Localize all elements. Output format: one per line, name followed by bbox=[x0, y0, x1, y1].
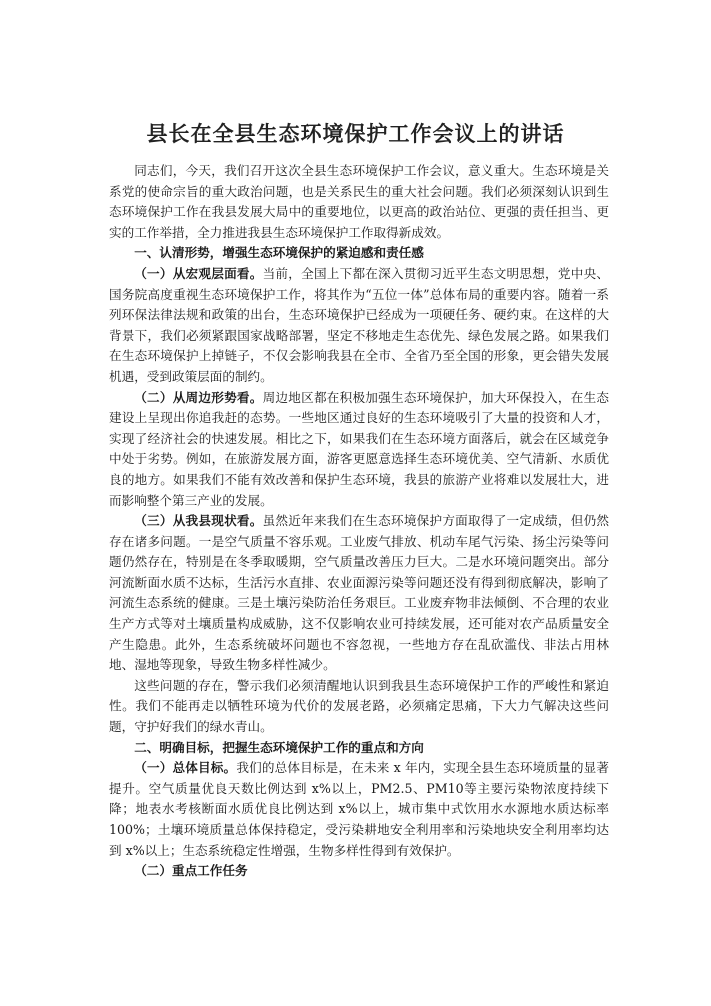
paragraph-lead: （二）从周边形势看。 bbox=[134, 389, 263, 405]
paragraph-surrounding bbox=[109, 388, 609, 512]
paragraph-text: 周边地区都在积极加强生态环境保护，加大环保投入，在生态建设上呈现出你追我赶的态势。一些地区通过良好的生态环境吸引了大量的投资和人才，实现了经济社会的快速发展。相比之下，如果我们在生态环境方面落后，就会在区域竞争中处于劣势。例如，在旅游发展方面，游客更愿意选择生态环境优美、空气清新、水质优良的地方。如果我们不能有效改善和保护生态环境，我县的旅游产业将难以发展壮大，进而影响整个第三产业的发展。 bbox=[109, 389, 610, 508]
section-heading-2: 二、明确目标，把握生态环境保护工作的重点和方向 bbox=[134, 739, 424, 755]
paragraph-text: 虽然近年来我们在生态环境保护方面取得了一定成绩，但仍然存在诸多问题。一是空气质量不容乐观。工业废气排放、机动车尾气污染、扬尘污染等问题仍然存在，特别是在冬季取暖期，空气质量改善压力巨大。二是水环境问题突出。部分河流断面水质不达标，生活污水直排、农业面源污染等问题还没有得到彻底解决，影响了河流生态系统的健康。三是土壤污染防治任务艰巨。工业废弃物非法倾倒、不合理的农业生产方式等对土壤质量构成威胁，这不仅影响农业可持续发展，还可能对农产品质量安全产生隐患。此外，生态系统破坏问题也不容忽视，一些地方存在乱砍滥伐、非法占用林地、湿地等现象，导致生物多样性减少。 bbox=[109, 513, 610, 673]
summary-paragraph: 这些问题的存在，警示我们必须清醒地认识到我县生态环境保护工作的严峻性和紧迫性。我们不能再走以牺牲环境为代价的发展老路，必须痛定思痛，下大力气解决这些问题，守护好我们的绿水青山。 bbox=[109, 677, 609, 735]
intro-paragraph: 同志们，今天，我们召开这次全县生态环境保护工作会议，意义重大。生态环境是关系党的使命宗旨的重大政治问题，也是关系民生的重大社会问题。我们必须深刻认识到生态环境保护工作在我县发展大局中的重要地位，以更高的政治站位、更强的责任担当、更实的工作举措，全力推进我县生态环境保护工作取得新成效。 bbox=[109, 163, 609, 240]
paragraph-lead: （一）从宏观层面看。 bbox=[134, 265, 263, 281]
paragraph-overall-goal bbox=[109, 758, 609, 861]
document-body bbox=[109, 161, 609, 882]
paragraph-macro bbox=[109, 264, 609, 388]
document-title: 县长在全县生态环境保护工作会议上的讲话 bbox=[146, 121, 565, 146]
paragraph-text: 我们的总体目标是，在未来 x 年内，实现全县生态环境质量的显著提升。空气质量优良天数比例达到 x%以上，PM2.5、PM10等主要污染物浓度持续下降；地表水考核断面水质优良比例达到 x%以上，城市集中式饮用水水源地水质达标率 100%；土壤环境质量总体保持稳定，受污染耕地安全利用率和污染地块安全利用率均达到 x%以上；生态系统稳定性增强，生物多样性得到有效保护。 bbox=[109, 760, 610, 858]
paragraph-lead: （三）从我县现状看。 bbox=[134, 513, 263, 529]
paragraph-county-status bbox=[109, 511, 609, 676]
paragraph-key-tasks bbox=[109, 861, 609, 882]
paragraph-lead: （二）重点工作任务 bbox=[134, 863, 248, 879]
paragraph-text: 当前，全国上下都在深入贯彻习近平生态文明思想，党中央、国务院高度重视生态环境保护工作，将其作为“五位一体”总体布局的重要内容。随着一系列环保法律法规和政策的出台，生态环境保护已经成为一项硬任务、硬约束。在这样的大背景下，我们必须紧跟国家战略部署，坚定不移地走生态优先、绿色发展之路。如果我们在生态环境保护上掉链子，不仅会影响我县在全市、全省乃至全国的形象，更会错失发展机遇，受到政策层面的制约。 bbox=[109, 265, 610, 384]
paragraph-lead: （一）总体目标。 bbox=[134, 760, 237, 776]
section-heading-1: 一、认清形势，增强生态环境保护的紧迫感和责任感 bbox=[134, 245, 424, 261]
